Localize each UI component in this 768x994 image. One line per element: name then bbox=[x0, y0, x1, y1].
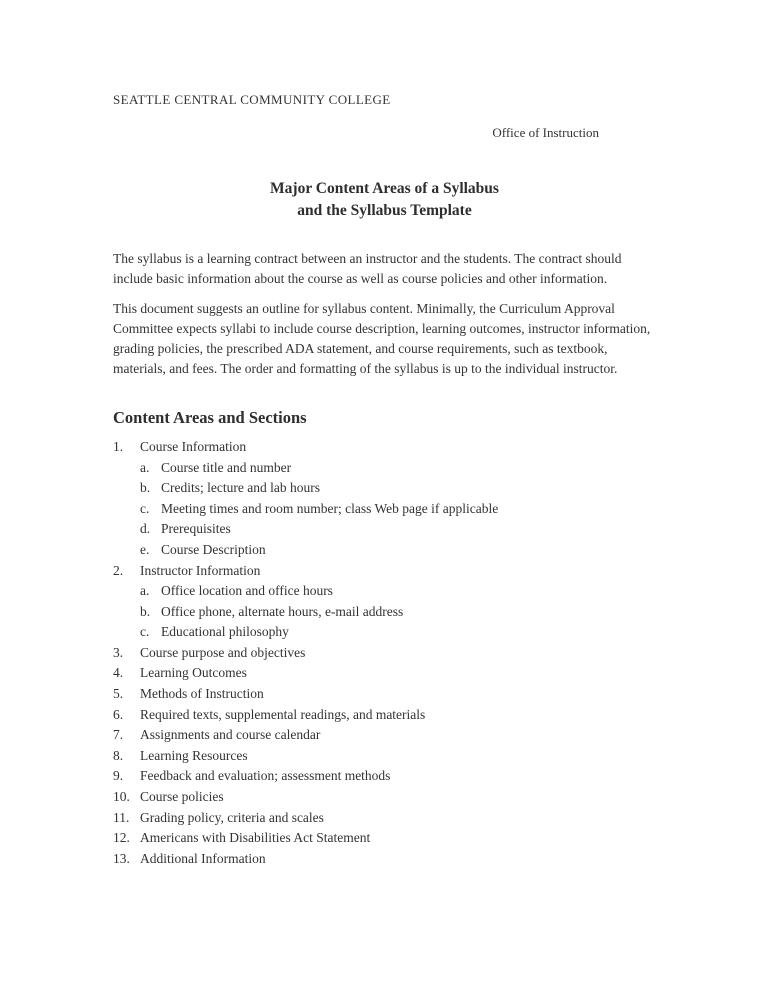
list-item-text: Educational philosophy bbox=[161, 624, 289, 640]
list-subitem bbox=[113, 540, 656, 561]
office-of-instruction: Office of Instruction bbox=[492, 124, 599, 140]
list-item-text: Required texts, supplemental readings, and materials bbox=[140, 706, 426, 722]
list-marker: 4. bbox=[113, 665, 124, 681]
list-item-text: Course purpose and objectives bbox=[140, 644, 306, 660]
list-marker: 9. bbox=[113, 768, 124, 784]
list-item bbox=[113, 808, 656, 829]
list-item-text: Learning Resources bbox=[140, 747, 248, 763]
list-subitem bbox=[113, 622, 656, 643]
document-title-line-2: and the Syllabus Template bbox=[297, 202, 472, 219]
list-marker: 12. bbox=[113, 830, 130, 846]
list-marker: e. bbox=[140, 541, 150, 557]
list-marker: 7. bbox=[113, 727, 124, 743]
list-marker: 1. bbox=[113, 438, 124, 454]
list-item bbox=[113, 787, 656, 808]
list-item-text: Office phone, alternate hours, e-mail address bbox=[161, 603, 404, 619]
content-outline bbox=[113, 437, 656, 869]
list-subitem bbox=[113, 519, 656, 540]
list-marker: b. bbox=[140, 480, 151, 496]
list-item bbox=[113, 766, 656, 787]
list-item bbox=[113, 746, 656, 767]
list-item-text: Americans with Disabilities Act Statement bbox=[140, 830, 371, 846]
list-marker: a. bbox=[140, 459, 150, 475]
list-item bbox=[113, 684, 656, 705]
list-item-text: Prerequisites bbox=[161, 521, 231, 537]
list-subitem bbox=[113, 499, 656, 520]
list-marker: b. bbox=[140, 603, 151, 619]
section-heading: Content Areas and Sections bbox=[113, 407, 307, 427]
list-marker: 2. bbox=[113, 562, 124, 578]
list-subitem bbox=[113, 602, 656, 623]
list-marker: 5. bbox=[113, 686, 124, 702]
list-marker: a. bbox=[140, 583, 150, 599]
list-marker: c. bbox=[140, 624, 150, 640]
list-marker: 3. bbox=[113, 644, 124, 660]
intro-paragraph-2: This document suggests an outline for syllabus content. Minimally, the Curriculum Approval Committee expects syllabi to include course description, learning outcomes, instructor information, grading policies, the prescribed ADA statement, and course requirements, such as textbook, materials, and fees. The order and formatting of the syllabus is up to the individual instructor. bbox=[113, 300, 651, 377]
list-item bbox=[113, 849, 656, 870]
list-item-text: Meeting times and room number; class Web page if applicable bbox=[161, 500, 499, 516]
list-marker: 11. bbox=[113, 809, 130, 825]
list-item-text: Course policies bbox=[140, 789, 224, 805]
list-item bbox=[113, 828, 656, 849]
list-subitem bbox=[113, 458, 656, 479]
list-item-text: Assignments and course calendar bbox=[140, 727, 321, 743]
list-item-text: Course title and number bbox=[161, 459, 292, 475]
list-item-text: Course Description bbox=[161, 541, 266, 557]
list-item-text: Instructor Information bbox=[140, 562, 261, 578]
list-item-text: Grading policy, criteria and scales bbox=[140, 809, 324, 825]
list-item-text: Feedback and evaluation; assessment methods bbox=[140, 768, 391, 784]
list-item-text: Methods of Instruction bbox=[140, 686, 264, 702]
list-item-text: Credits; lecture and lab hours bbox=[161, 480, 320, 496]
list-marker: d. bbox=[140, 521, 151, 537]
list-item-text: Learning Outcomes bbox=[140, 665, 247, 681]
college-name: SEATTLE CENTRAL COMMUNITY COLLEGE bbox=[113, 92, 391, 107]
list-item bbox=[113, 663, 656, 684]
document-title-line-1: Major Content Areas of a Syllabus bbox=[270, 180, 499, 197]
list-subitem bbox=[113, 581, 656, 602]
list-marker: 13. bbox=[113, 850, 130, 866]
list-marker: 6. bbox=[113, 706, 124, 722]
list-marker: 8. bbox=[113, 747, 124, 763]
list-item-text: Office location and office hours bbox=[161, 583, 333, 599]
list-subitem bbox=[113, 478, 656, 499]
intro-paragraph-1: The syllabus is a learning contract between an instructor and the students. The contract should include basic information about the course as well as course policies and other information. bbox=[113, 251, 622, 287]
list-item-text: Course Information bbox=[140, 438, 247, 454]
list-item bbox=[113, 437, 656, 458]
list-item bbox=[113, 561, 656, 582]
list-item bbox=[113, 643, 656, 664]
list-marker: c. bbox=[140, 500, 150, 516]
list-item bbox=[113, 705, 656, 726]
list-item bbox=[113, 725, 656, 746]
list-item-text: Additional Information bbox=[140, 850, 266, 866]
list-marker: 10. bbox=[113, 789, 130, 805]
document-title bbox=[113, 178, 656, 222]
